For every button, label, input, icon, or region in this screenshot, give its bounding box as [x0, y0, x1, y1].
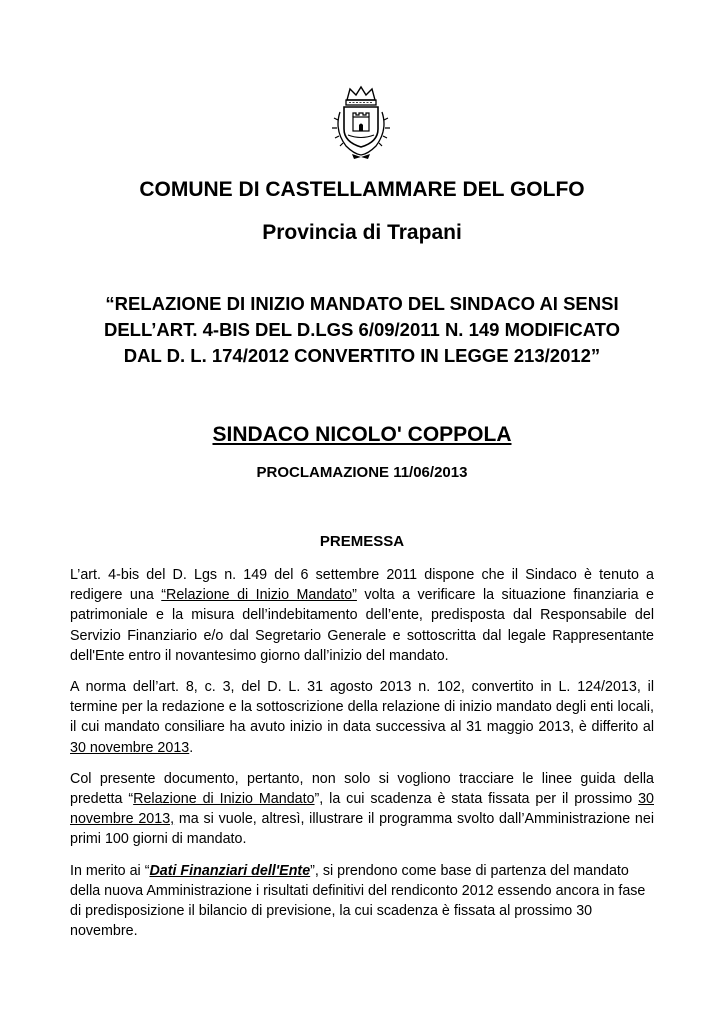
relazione-title-line: DELL’ART. 4-BIS DEL D.LGS 6/09/2011 N. 149 MODIFICATO	[103, 319, 621, 340]
text-span: L’art. 4-bis del D. Lgs n. 149 del 6 settembre 2011 dispone che il Sindaco è tenuto a redigere una	[70, 567, 654, 604]
provincia-title: Provincia di Trapani	[262, 221, 462, 244]
paragraph-4	[70, 861, 654, 942]
premessa-heading: PREMESSA	[319, 533, 405, 550]
text-span: In merito ai “	[70, 862, 150, 879]
deadline-date: 30 novembre 2013	[70, 739, 190, 756]
relazione-title-line: “RELAZIONE DI INIZIO MANDATO DEL SINDACO AI SENSI	[105, 293, 619, 314]
text-span: ”, la cui scadenza è stata fissata per il prossimo	[314, 791, 639, 808]
text-span: .	[189, 739, 194, 756]
relazione-title-line: DAL D. L. 174/2012 CONVERTITO IN LEGGE 213/2012”	[123, 345, 601, 366]
deadline-date: 30 novembre 2013,	[70, 791, 654, 828]
paragraph-1	[70, 565, 654, 666]
relazione-link: “Relazione di Inizio Mandato”	[161, 587, 357, 604]
document-body	[70, 565, 654, 952]
sindaco-heading: SINDACO NICOLO' COPPOLA	[212, 423, 512, 446]
municipal-crest-icon	[330, 84, 392, 160]
text-span: Col presente documento, pertanto, non solo si vogliono tracciare le linee guida della predetta “	[70, 770, 654, 808]
text-span: ”, si prendono come base di partenza del mandato della nuova Amministrazione i risultati definitivi del rendiconto 2012 essendo ancora in fase di predisposizione il bilancio di previsione, la cui scadenza è fissata al prossimo 30 novembre.	[70, 862, 646, 940]
text-span: ma si vuole, altresì, illustrare il programma svolto dall’Amministrazione nei primi 100 giorni di mandato.	[70, 811, 655, 848]
dati-finanziari-emphasis: Dati Finanziari dell'Ente	[149, 862, 311, 879]
proclamazione-date: PROCLAMAZIONE 11/06/2013	[256, 464, 468, 481]
relazione-title	[70, 291, 654, 369]
comune-title: COMUNE DI CASTELLAMMARE DEL GOLFO	[139, 178, 585, 201]
paragraph-3	[70, 769, 654, 850]
text-span: A norma dell’art. 8, c. 3, del D. L. 31 agosto 2013 n. 102, convertito in L. 124/2013, il termine per la redazione e la sottoscrizione della relazione di inizio mandato degli enti locali, il cui mandato consiliare ha avuto inizio in data successiva al 31 maggio 2013, è differito al	[70, 679, 654, 736]
relazione-link: Relazione di Inizio Mandato	[133, 791, 315, 808]
text-span: volta a verificare la situazione finanziaria e patrimoniale e la misura dell’indebitamento dell’ente, predisposta dal Responsabile del Servizio Finanziario e/o dal Segretario Generale e sottoscritta dal legale Rappresentante dell'Ente entro il novantesimo giorno dall’inizio del mandato.	[70, 587, 654, 664]
paragraph-2	[70, 677, 654, 758]
